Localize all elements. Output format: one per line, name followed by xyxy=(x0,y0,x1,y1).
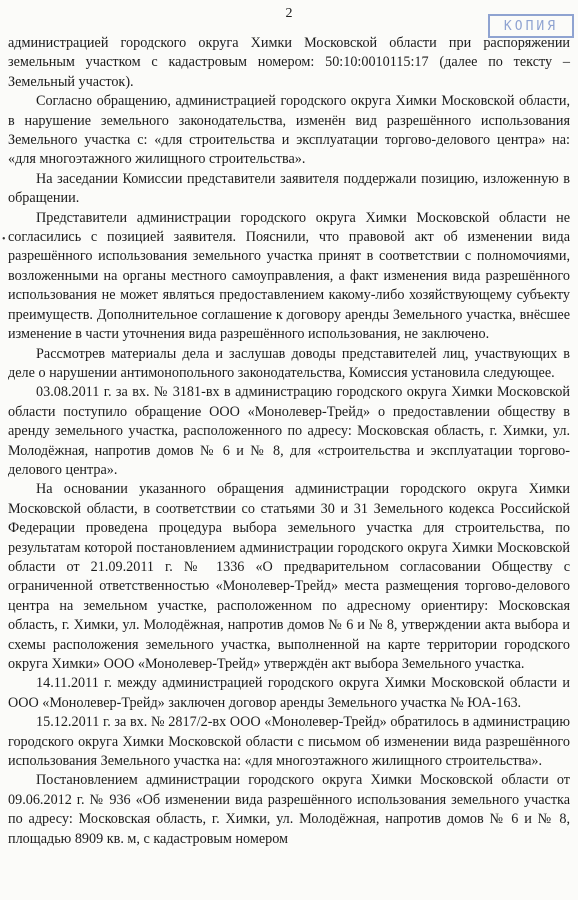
paragraph-8: 14.11.2011 г. между администрацией городского округа Химки Московской области и ООО «Монолевер-Трейд» заключен договор аренды Земельного участка № ЮА-163. xyxy=(8,675,570,711)
paragraph-3: На заседании Комиссии представители заявителя поддержали позицию, изложенную в обращении. xyxy=(8,170,570,207)
copy-stamp: КОПИЯ xyxy=(488,14,574,38)
margin-mark: • xyxy=(2,234,6,245)
paragraph-4: Представители администрации городского округа Химки Московской области не согласились с позицией заявителя. Пояснили, что правовой акт об изменении вида разрешённого использования земельного участка принят в соответствии с полномочиями, возложенными на органы местного самоуправления, а факт изменения вида разрешённого использования не может являться предоставлением какому-либо хозяйствующему субъекту преимуществ. Дополнительное соглашение к договору аренды Земельного участка, внёсшее изменение в части уточнения вида разрешённого использования, не заключено. xyxy=(8,209,570,343)
paragraph-6: 03.08.2011 г. за вх. № 3181-вх в администрацию городского округа Химки Московской области поступило обращение ООО «Монолевер-Трейд» о предоставлении обществу в аренду земельного участка, расположенного по адресу: Московская область, г. Химки, ул. Молодёжная, напротив домов № 6 и № 8, для «строительства и эксплуатации торгово-делового центра». xyxy=(8,384,570,478)
page-number: 2 xyxy=(285,6,293,21)
paragraph-5: Рассмотрев материалы дела и заслушав доводы представителей лиц, участвующих в деле о нарушении антимонопольного законодательства, Комиссия установила следующее. xyxy=(8,345,570,381)
paragraph-10: Постановлением администрации городского округа Химки Московской области от 09.06.2012 г. № 936 «Об изменении вида разрешённого использования земельного участка по адресу: Московская область, г. Химки, ул. Молодёжная, напротив домов № 6 и № 8, площадью 8909 кв. м, с кадастровым номером xyxy=(8,772,570,847)
paragraph-9: 15.12.2011 г. за вх. № 2817/2-вх ООО «Монолевер-Трейд» обратилось в администрацию городского округа Химки Московской области с письмом об изменении вида разрешённого использования Земельного участка на: «для многоэтажного жилищного строительства». xyxy=(8,714,570,770)
paragraph-1: администрацией городского округа Химки Московской области при распоряжении земельным участком с кадастровым номером: 50:10:0010115:17 (далее по тексту – Земельный участок). xyxy=(8,35,570,90)
paragraph-2: Согласно обращению, администрацией городского округа Химки Московской области, в нарушение земельного законодательства, изменён вид разрешённого использования Земельного участка с: «для строительства и эксплуатации торгово-делового центра» на: «для многоэтажного жилищного строительства». xyxy=(8,93,570,168)
paragraph-7: На основании указанного обращения администрации городского округа Химки Московской области, в соответствии со статьями 30 и 31 Земельного кодекса Российской Федерации проведена процедура выбора земельного участка для строительства, по результатам которой постановлением администрации городского округа Химки Московской области от 21.09.2011 г. № 1336 «О предварительном согласовании Обществу с ограниченной ответственностью «Монолевер-Трейд» места размещения торгово-делового центра на земельном участке, расположенном по адресному ориентиру: Московская область, г. Химки, ул. Молодёжная, напротив домов № 6 и № 8, утверждении акта выбора и схемы расположения земельного участка, выполненной на карте территории городского округа Химки» ООО «Монолевер-Трейд» утверждён акт выбора Земельного участка. xyxy=(8,481,570,672)
